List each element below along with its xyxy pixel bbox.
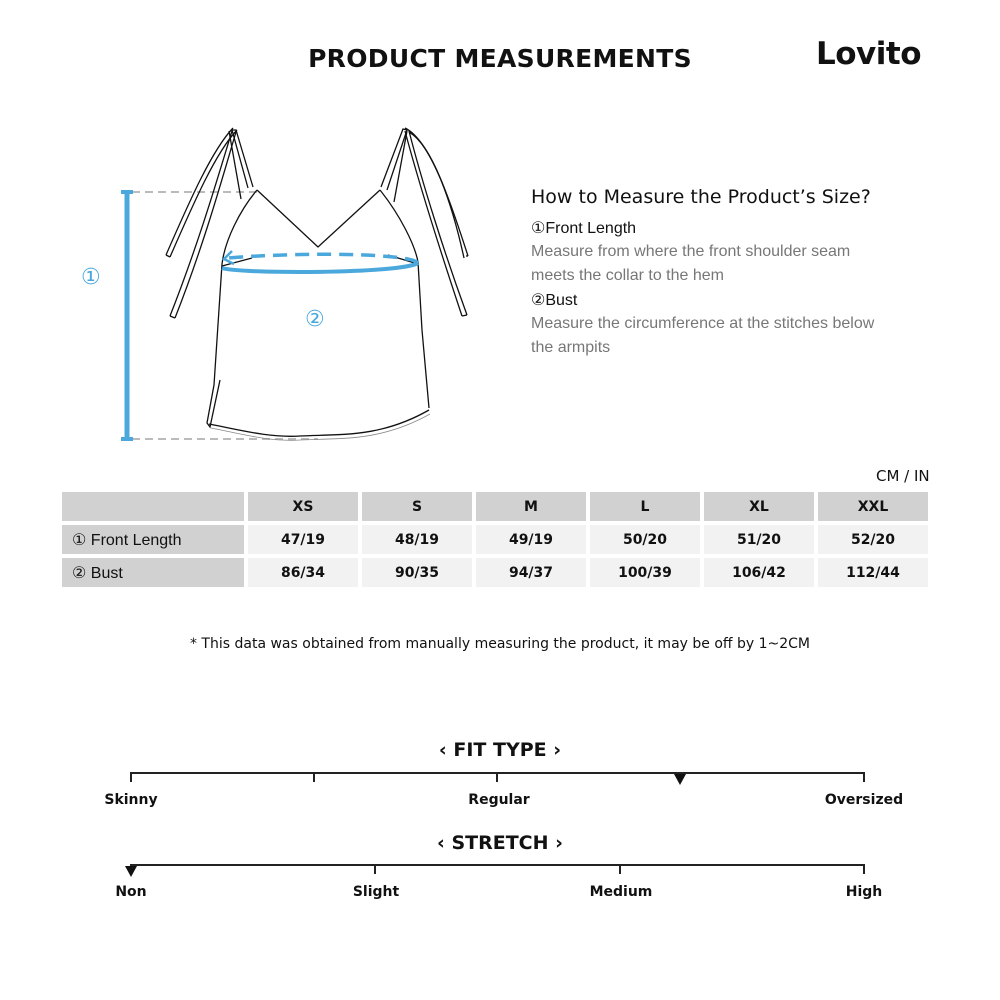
stretch-label-high: High [845,884,883,900]
size-header-xs: XS [248,492,358,521]
size-header-xl: XL [704,492,814,521]
fit-label-skinny: Skinny [104,792,158,808]
table-cell: 48/19 [362,525,472,554]
bust-marker: ② [305,307,325,332]
table-cell: 47/19 [248,525,358,554]
table-cell: 52/20 [818,525,928,554]
fit-label-regular: Regular [468,792,530,808]
unit-label: CM / IN [876,467,930,485]
row-label-front-length: ① Front Length [62,525,244,554]
table-cell: 49/19 [476,525,586,554]
brand-logo: Lovito [816,36,922,72]
stretch-indicator-icon [125,866,137,877]
stretch-tick [863,864,865,874]
garment-illustration [0,110,500,460]
front-length-description [531,240,951,288]
table-cell: 86/34 [248,558,358,587]
table-cell: 94/37 [476,558,586,587]
bust-desc-line-2: the armpits [531,339,611,356]
front-length-marker: ① [81,265,101,290]
table-row [62,525,928,554]
size-chart-table [58,488,932,591]
table-cell: 51/20 [704,525,814,554]
fit-type-tick [496,772,498,782]
page-title: PRODUCT MEASUREMENTS [308,44,692,73]
size-header-m: M [476,492,586,521]
cami-top-drawing [0,110,500,460]
stretch-label-medium: Medium [589,884,653,900]
how-to-measure-section [531,186,951,362]
size-header-s: S [362,492,472,521]
table-corner-cell [62,492,244,521]
how-to-heading: How to Measure the Product’s Size? [531,186,871,208]
stretch-axis [130,864,865,866]
stretch-title: ‹ STRETCH › [437,832,563,854]
table-cell: 90/35 [362,558,472,587]
fit-type-tick [863,772,865,782]
fit-type-tick [313,772,315,782]
table-cell: 100/39 [590,558,700,587]
fit-type-indicator-icon [674,774,686,785]
stretch-tick [619,864,621,874]
size-header-xxl: XXL [818,492,928,521]
stretch-label-slight: Slight [352,884,400,900]
fit-type-tick [130,772,132,782]
bust-title: ②Bust [531,292,578,309]
size-header-l: L [590,492,700,521]
table-row [62,558,928,587]
front-length-desc-line-1: Measure from where the front shoulder seam [531,243,851,260]
table-cell: 50/20 [590,525,700,554]
fit-label-oversized: Oversized [824,792,904,808]
stretch-tick [374,864,376,874]
front-length-title: ①Front Length [531,220,637,237]
row-label-bust: ② Bust [62,558,244,587]
bust-description [531,312,951,360]
table-cell: 106/42 [704,558,814,587]
bust-desc-line-1: Measure the circumference at the stitches below [531,315,875,332]
front-length-desc-line-2: meets the collar to the hem [531,267,724,284]
fit-type-title: ‹ FIT TYPE › [438,739,562,761]
measurement-disclaimer: * This data was obtained from manually measuring the product, it may be off by 1~2CM [189,636,811,652]
table-cell: 112/44 [818,558,928,587]
table-header-row [62,492,928,521]
stretch-label-non: Non [115,884,147,900]
